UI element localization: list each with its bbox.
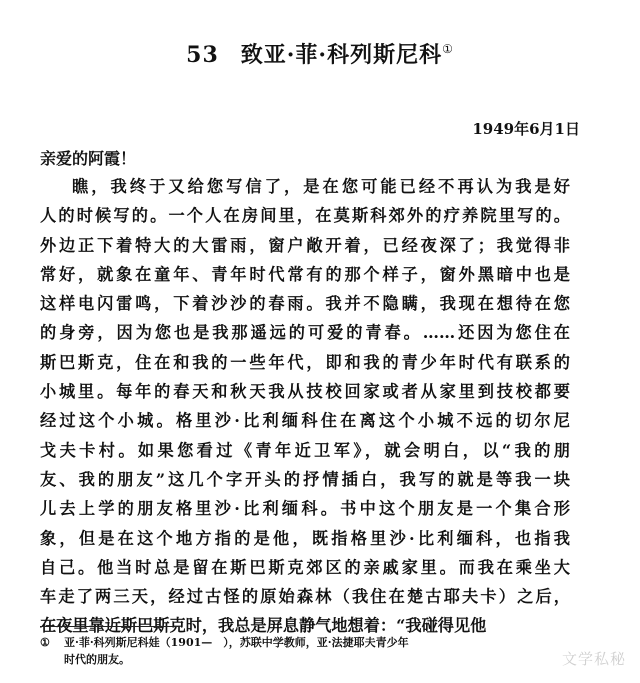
body-line: 在夜里靠近斯巴斯克时，我总是屏息静气地想着：“我碰得见他 <box>40 616 487 636</box>
body-line: 自己。他当时总是留在斯巴斯克郊区的亲戚家里。而我在乘坐大 <box>40 557 570 577</box>
watermark: 文学私秘 <box>561 650 626 668</box>
body-line: 象，但是在这个地方指的是他，既指格里沙·比利缅科，也指我 <box>40 528 570 548</box>
body-line: 戈夫卡村。如果您看过《青年近卫军》，就会明白，以“我的朋 <box>40 440 570 460</box>
body-line: 斯巴斯克，住在和我的一些年代，即和我的青少年时代有联系的 <box>40 352 570 372</box>
body-line: 的身旁，因为您也是我那遥远的可爱的青春。……还因为您住在 <box>40 323 570 343</box>
body-line: 瞧，我终于又给您写信了，是在您可能已经不再认为我是好 <box>72 177 570 196</box>
letter-title <box>0 38 640 69</box>
body-line: 经过这个小城。格里沙·比利缅科住在离这个小城不远的切尔尼 <box>40 411 570 431</box>
footnote-text-2: 时代的朋友。 <box>64 653 130 666</box>
letter-number: 53 <box>186 42 219 68</box>
letter-body <box>40 172 570 641</box>
footnote-divider <box>40 626 180 627</box>
body-line: 外边正下着特大的大雷雨，窗户敞开着，已经夜深了；我觉得非 <box>40 235 570 255</box>
footnote <box>40 634 570 668</box>
letter-date: 1949年6月1日 <box>472 120 580 138</box>
body-line: 车走了两三天，经过古怪的原始森林（我住在楚古耶夫卡）之后， <box>40 587 570 607</box>
footnote-text-1: 亚·菲·科列斯尼科娃（1901— ），苏联中学教师，亚·法捷耶夫青少年 <box>64 636 409 649</box>
footnote-mark: ① <box>40 636 50 649</box>
footnote-line <box>40 634 570 651</box>
body-line: 这样电闪雷鸣，下着沙沙的春雨。我并不隐瞒，我现在想待在您 <box>40 294 570 314</box>
letter-title-text: 致亚·菲·科列斯尼科 <box>240 42 443 68</box>
body-line: 小城里。每年的春天和秋天我从技校回家或者从家里到技校都要 <box>40 382 570 402</box>
body-line: 友、我的朋友”这几个字开头的抒情插白，我写的就是等我一块 <box>40 469 570 489</box>
body-line: 人的时候写的。一个人在房间里，在莫斯科郊外的疗养院里写的。 <box>40 206 570 226</box>
body-line: 常好，就象在童年、青年时代常有的那个样子，窗外黑暗中也是 <box>40 264 570 284</box>
body-line: 儿去上学的朋友格里沙·比利缅科。书中这个朋友是一个集合形 <box>40 499 570 519</box>
title-footnote-mark: ① <box>442 42 454 56</box>
salutation: 亲爱的阿霞！ <box>40 149 137 168</box>
